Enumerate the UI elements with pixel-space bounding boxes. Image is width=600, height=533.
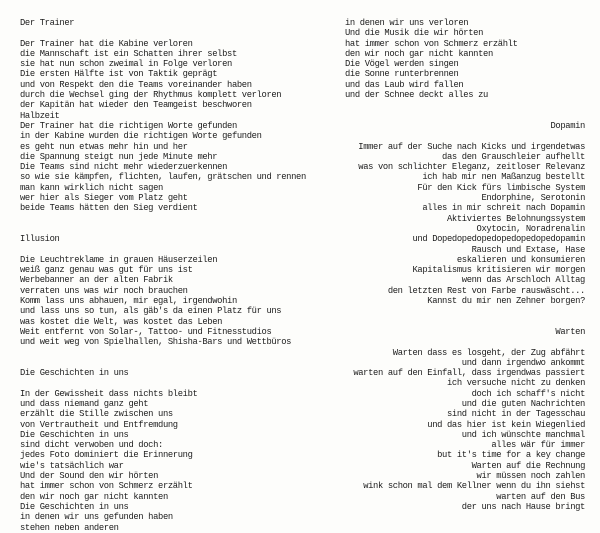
poem-line: stehen neben anderen — [20, 522, 119, 533]
poem-line: but it's time for a key change — [437, 450, 585, 461]
poem-line: und Dopedopedopedopedopedopedopamin — [412, 234, 585, 245]
poem-line: Kapitalismus kritisieren wir morgen — [412, 265, 585, 276]
poem-line: ich versuche nicht zu denken — [446, 378, 585, 389]
poem-line: die Spannung steigt nun jede Minute mehr — [20, 151, 218, 162]
poem-line: wer hier als Sieger vom Platz geht — [20, 193, 188, 204]
poem-title: Dopamin — [550, 120, 585, 131]
poem-line: verraten uns was wir noch brauchen — [20, 285, 188, 296]
poem-line: und dann irgendwo ankommt — [461, 357, 585, 368]
poem-line: und ich wünschte manchmal — [461, 429, 585, 440]
poem-line: Komm lass uns abhauen, mir egal, irgendwohin — [20, 296, 237, 307]
poem-line: und das Laub wird fallen — [345, 79, 464, 90]
poem-line: hat immer schon von Schmerz erzählt — [20, 481, 193, 492]
poem-line: in denen wir uns verloren — [345, 18, 469, 28]
poem-line: Die Geschichten in uns — [20, 429, 129, 440]
poem-line: den wir noch gar nicht kannten — [20, 491, 168, 502]
poem-line: Die ersten Hälfte ist von Taktik geprägt — [20, 69, 218, 80]
poem-line: alles wär für immer — [491, 440, 585, 451]
poem-line: der Kapitän hat wieder den Teamgeist beschworen — [20, 100, 252, 111]
poem-line: In der Gewissheit dass nichts bleibt — [20, 388, 198, 399]
poem-line: wenn das Arschloch Alltag — [461, 275, 585, 286]
poem-line: den wir noch gar nicht kannten — [345, 48, 493, 59]
poem-line: warten auf den Einfall, dass irgendwas passiert — [353, 368, 585, 379]
poem-line: und lass uns so tun, als gäb's da einen Platz für uns — [20, 306, 282, 317]
poem-line: Oxytocin, Noradrenalin — [476, 223, 585, 234]
poem-line: von Vertrautheit und Entfremdung — [20, 419, 178, 430]
poem-line: in der Kabine wurden die richtigen Worte gefunden — [20, 131, 262, 142]
poem-title: Die Geschichten in uns — [20, 368, 129, 379]
poem-line: Die Vögel werden singen — [345, 59, 459, 70]
poem-line: sind nicht in der Tagesschau — [446, 409, 585, 420]
poem-line: man kann wirklich nicht sagen — [20, 182, 163, 193]
poem-line: Die Geschichten in uns — [20, 501, 129, 512]
poem-line: weiß ganz genau was gut für uns ist — [20, 265, 193, 276]
poem-line: eskalieren und konsumieren — [456, 254, 585, 265]
poem-line: Und die Musik die wir hörten — [345, 28, 484, 39]
poem-line: doch ich schaff's nicht — [471, 388, 585, 399]
poem-line: Warten dass es losgeht, der Zug abfährt — [392, 347, 585, 358]
poem-line: Rausch und Extase, Hase — [471, 244, 585, 255]
poem-line: ich hab mir nen Maßanzug bestellt — [422, 172, 585, 183]
poem-line: beide Teams hätten den Sieg verdient — [20, 203, 198, 214]
poem-line: und von Respekt den die Teams voreinander haben — [20, 79, 252, 90]
poem-line: in denen wir uns gefunden haben — [20, 512, 173, 523]
poem-line: Für den Kick fürs limbische System — [417, 182, 585, 193]
poem-line: Die Leuchtreklame in grauen Häuserzeilen — [20, 254, 218, 265]
poem-line: Weit entfernt von Solar-, Tattoo- und Fitnesstudios — [20, 326, 272, 337]
poem-line: und weit weg von Spielhallen, Shisha-Bars und Wettbüros — [20, 337, 292, 348]
poem-line: die Sonne runterbrennen — [345, 69, 459, 80]
poem-line: Halbzeit — [20, 110, 60, 121]
poem-line: sind dicht verwoben und doch: — [20, 440, 163, 451]
poem-line: durch die Wechsel ging der Rhythmus komplett verloren — [20, 90, 282, 101]
poem-line: Aktiviertes Belohnungssystem — [446, 213, 585, 224]
poem-title: Warten — [555, 326, 585, 337]
poem-line: warten auf den Bus — [496, 491, 585, 502]
poem-line: Endorphine, Serotonin — [481, 193, 585, 204]
poem-line: Kannst du mir nen Zehner borgen? — [427, 296, 585, 307]
poem-line: und der Schnee deckt alles zu — [345, 90, 488, 101]
poem-line: Der Trainer hat die richtigen Worte gefunden — [20, 120, 237, 131]
poem-line: hat immer schon von Schmerz erzählt — [345, 38, 518, 49]
poem-line: Und der Sound den wir hörten — [20, 471, 159, 482]
poem-line: wir müssen noch zahlen — [476, 471, 585, 482]
poem-line: alles in mir schreit nach Dopamin — [422, 203, 585, 214]
poem-line: den letzten Rest von Farbe rauswäscht... — [387, 285, 585, 296]
poem-line: und das hier ist kein Wiegenlied — [427, 419, 585, 430]
right-column — [345, 18, 585, 512]
poem-line: Werbebanner an der alten Fabrik — [20, 275, 173, 286]
poem-line: wink schon mal dem Kellner wenn du ihn siehst — [363, 481, 585, 492]
left-column — [20, 18, 320, 533]
poem-line: Die Teams sind nicht mehr wiederzuerkennen — [20, 162, 228, 173]
poem-line: und die guten Nachrichten — [461, 398, 585, 409]
poem-line: und dass niemand ganz geht — [20, 398, 149, 409]
poem-line: so wie sie kämpfen, flichten, laufen, grätschen und rennen — [20, 172, 306, 183]
poem-line: der uns nach Hause bringt — [461, 501, 585, 512]
poem-line: wie's tatsächlich war — [20, 460, 124, 471]
poem-line: erzählt die Stille zwischen uns — [20, 409, 173, 420]
poem-line: jedes Foto dominiert die Erinnerung — [20, 450, 193, 461]
poem-line: Warten auf die Rechnung — [471, 460, 585, 471]
poem-line: was kostet die Welt, was kostet das Leben — [20, 316, 223, 327]
poem-line: sie hat nun schon zweimal in Folge verloren — [20, 59, 232, 70]
poem-title: Der Trainer — [20, 18, 75, 28]
poem-line: die Mannschaft ist ein Schatten ihrer selbst — [20, 48, 237, 59]
poem-line: Der Trainer hat die Kabine verloren — [20, 38, 193, 49]
poem-line: Immer auf der Suche nach Kicks und irgendetwas — [358, 141, 585, 152]
poem-line: das den Grauschleier aufhellt — [442, 151, 585, 162]
poem-line: es geht nun etwas mehr hin und her — [20, 141, 188, 152]
poem-line: was von schlichter Eleganz, zeitloser Relevanz — [358, 162, 585, 173]
poem-title: Illusion — [20, 234, 60, 245]
